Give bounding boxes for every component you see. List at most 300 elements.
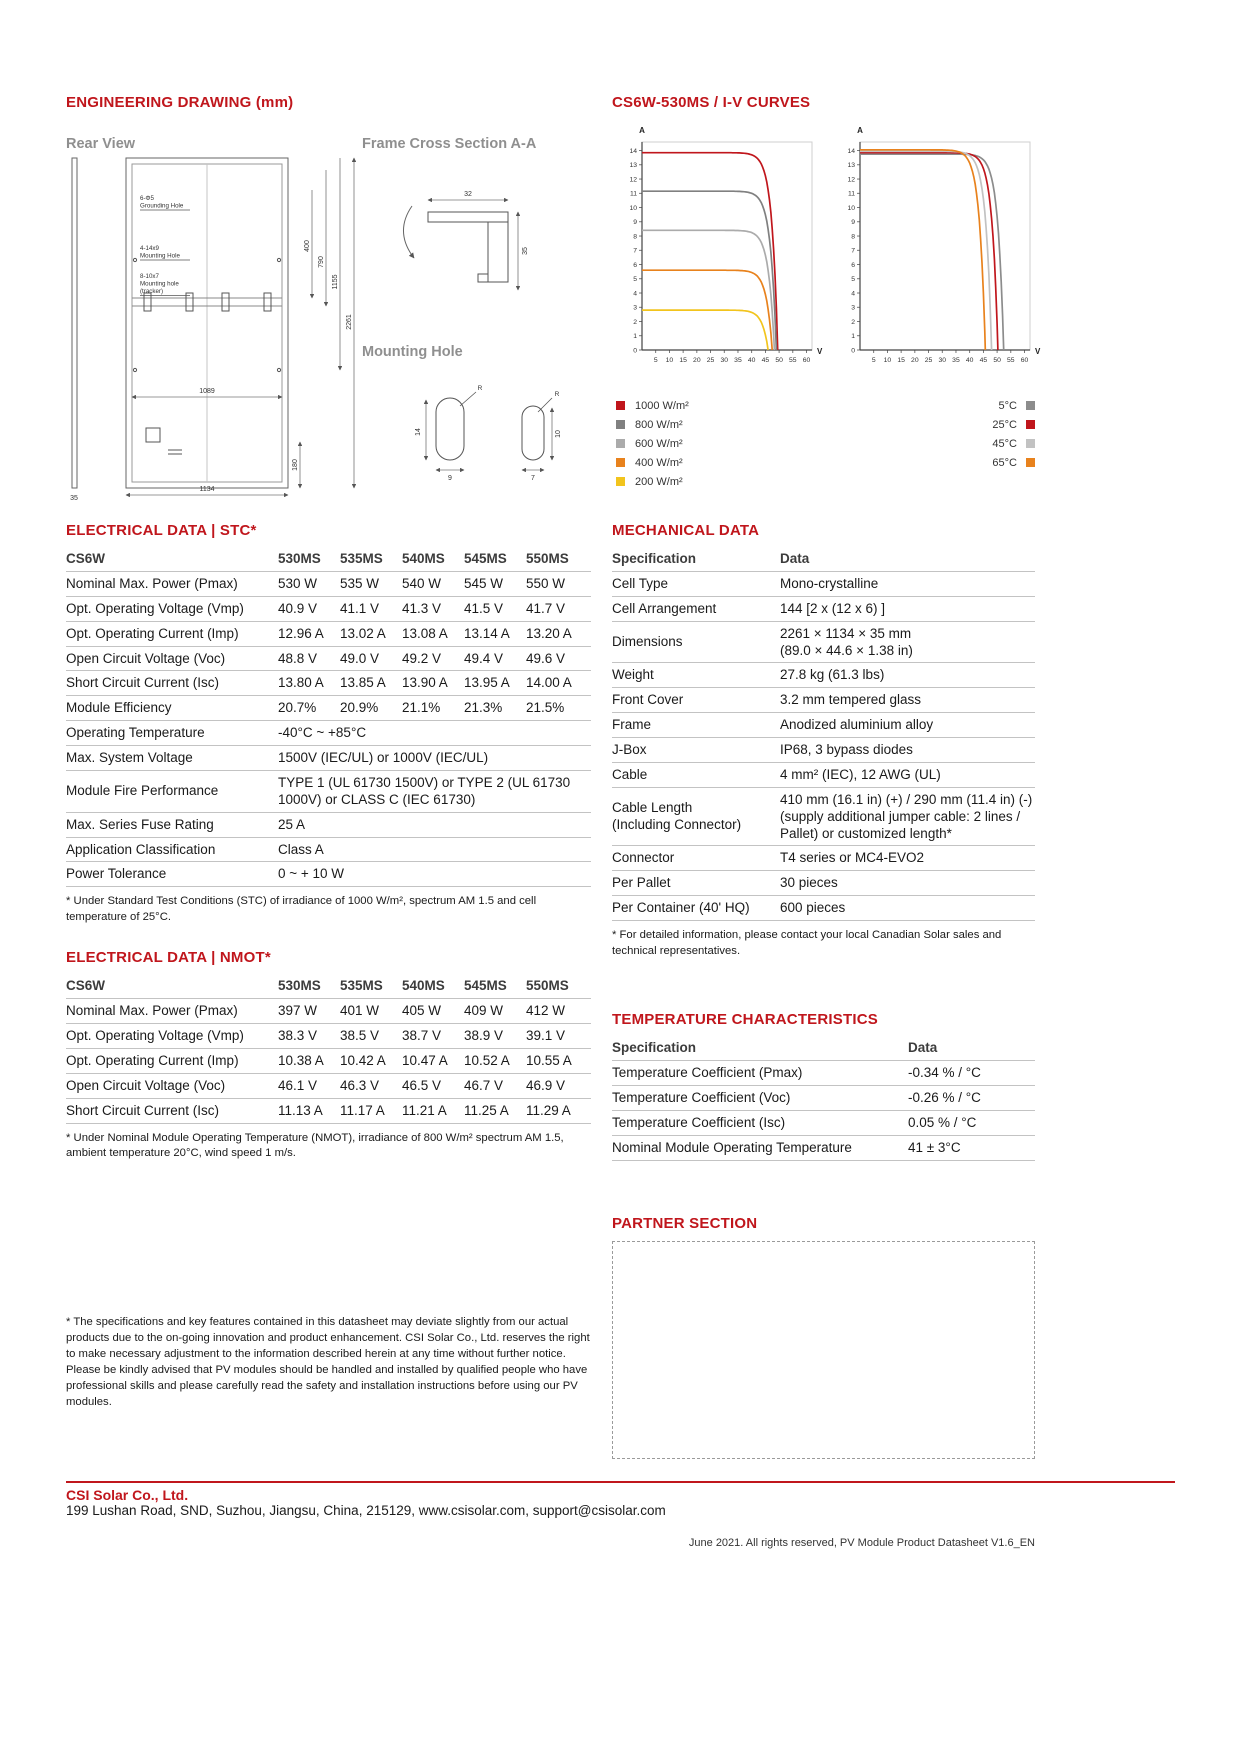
legend-label: 1000 W/m² [635, 399, 689, 412]
row-label [612, 1136, 908, 1160]
cell-value [780, 688, 1035, 712]
row-label: Short Circuit Current (Isc) [66, 675, 220, 691]
cell-value-line: 410 mm (16.1 in) (+) / 290 mm (11.4 in) (-) (supply additional jumper cable: 2 lines / Pallet) or customized length* [780, 791, 1033, 841]
column-header: 545MS [464, 978, 507, 994]
column-header: 535MS [340, 551, 383, 566]
cell-value-line: (89.0 × 44.6 × 1.38 in) [780, 642, 913, 658]
radius-label-1: R [477, 385, 483, 392]
x-tick-label: 45 [761, 357, 770, 364]
stc-table [66, 547, 591, 887]
dim-frame-height: 35 [522, 247, 529, 255]
cell-value: 25 A [278, 816, 306, 832]
cell-value: 46.3 V [340, 1077, 380, 1093]
row-label [612, 663, 780, 687]
row-label-line: Weight [612, 667, 654, 683]
y-tick-label: 9 [851, 219, 855, 227]
dim-hole-span-width: 1089 [199, 388, 215, 395]
legend-item [948, 415, 1035, 434]
table-header-row [612, 547, 1035, 572]
y-tick-label: 4 [633, 290, 637, 298]
dim-790: 790 [318, 256, 325, 268]
legend-swatch [616, 420, 625, 429]
grounding-hole-label2: Grounding Hole [140, 202, 184, 210]
cell-value-line: T4 series or MC4-EVO2 [780, 850, 925, 866]
x-tick-label: 20 [911, 357, 919, 364]
cell-value: 48.8 V [278, 650, 318, 666]
legend-item [948, 434, 1035, 453]
engineering-drawing [60, 150, 605, 505]
legend-item [616, 434, 756, 453]
legend-label: 5°C [998, 399, 1017, 412]
table-row [66, 572, 591, 597]
mechanical-footnote: * For detailed information, please contact your local Canadian Solar sales and technical representatives. [612, 929, 1002, 957]
cell-value: Class A [278, 841, 324, 857]
cell-value: 41.3 V [402, 600, 442, 616]
cell-value: 38.5 V [340, 1028, 380, 1044]
y-tick-label: 1 [851, 333, 855, 341]
x-tick-label: 60 [1020, 357, 1029, 364]
cell-value: 10.52 A [464, 1053, 510, 1069]
row-label [612, 1061, 908, 1085]
y-tick-label: 6 [633, 261, 637, 269]
cell-value: 21.1% [402, 700, 441, 716]
row-label-line: Frame [612, 717, 652, 733]
y-tick-label: 10 [629, 204, 637, 212]
iv-curve-45-c [860, 151, 992, 350]
cell-value: 38.3 V [278, 1028, 318, 1044]
cell-value: 20.7% [278, 700, 317, 716]
column-header: CS6W [66, 551, 106, 566]
table-row [66, 671, 591, 696]
iv-chart-temperature [830, 118, 1042, 370]
mounting-hole-label: Mounting Hole [362, 344, 463, 360]
cell-value: 10.47 A [402, 1053, 448, 1069]
legend-label: 25°C [992, 418, 1017, 431]
cell-value: 21.3% [464, 700, 503, 716]
row-label [612, 896, 780, 920]
cell-value-line: 2261 × 1134 × 35 mm [780, 625, 912, 641]
cell-value-line: -0.34 % / °C [908, 1065, 981, 1081]
legend-swatch [616, 477, 625, 486]
dim-hole-width: 7 [531, 475, 535, 482]
table-row [612, 871, 1035, 896]
nmot-table [66, 974, 591, 1123]
table-row [66, 597, 591, 622]
y-axis-label: A [857, 126, 863, 135]
plot-frame [642, 142, 812, 350]
engineering-drawing-title: ENGINEERING DRAWING (mm) [66, 94, 294, 111]
y-tick-label: 14 [629, 147, 637, 155]
legend-label: 600 W/m² [635, 437, 683, 450]
row-label [612, 846, 780, 870]
row-label-line: Nominal Module Operating Temperature [612, 1139, 852, 1155]
cell-value [780, 572, 1035, 596]
x-tick-label: 50 [775, 357, 783, 364]
disclaimer-paragraph-2: Please be kindly advised that PV modules should be handled and installed by qualified people who have professional skills and please carefully read the safety and installation instructions before using our PV modules. [66, 1363, 588, 1408]
cell-value-line: 4 mm² (IEC), 12 AWG (UL) [780, 766, 941, 782]
x-tick-label: 35 [952, 357, 960, 364]
y-tick-label: 2 [633, 318, 637, 326]
junction-box [146, 428, 160, 442]
nmot-footnote: * Under Nominal Module Operating Temperature (NMOT), irradiance of 800 W/m² spectrum AM 1.5, ambient temperature 20°C, wind speed 1 m/s. [66, 1131, 564, 1160]
temperature-table [612, 1036, 1035, 1160]
legend-swatch [616, 458, 625, 467]
row-label-line: Temperature Coefficient (Isc) [612, 1114, 786, 1130]
table-row [612, 896, 1035, 921]
cell-value: 41.5 V [464, 600, 504, 616]
grounding-hole-label: 6-Φ5 [140, 195, 154, 202]
legend-label: 200 W/m² [635, 475, 683, 488]
cell-value: 11.21 A [402, 1102, 447, 1118]
cell-value-line: 3.2 mm tempered glass [780, 692, 922, 708]
row-label: Max. Series Fuse Rating [66, 816, 214, 832]
cell-value: 11.17 A [340, 1102, 385, 1118]
table-row [612, 1111, 1035, 1136]
row-label [612, 572, 780, 596]
row-label [612, 597, 780, 621]
row-label-line: Per Container (40' HQ) [612, 900, 750, 916]
cell-value: 13.95 A [464, 675, 510, 691]
mounting-hole-detail [436, 398, 544, 460]
row-label [612, 796, 780, 837]
cell-value [780, 896, 1035, 920]
row-label-line: Front Cover [612, 692, 684, 708]
y-tick-label: 2 [851, 318, 855, 326]
cell-value: 13.20 A [526, 625, 572, 641]
dim-module-width: 1134 [199, 486, 215, 493]
cell-value: -40°C ~ +85°C [278, 725, 367, 741]
cell-value: 49.6 V [526, 650, 566, 666]
table-row [66, 746, 591, 771]
row-label: Module Fire Performance [66, 783, 219, 799]
legend-label: 400 W/m² [635, 456, 683, 469]
y-tick-label: 11 [847, 190, 855, 198]
column-header: 535MS [340, 978, 383, 994]
temperature-legend [948, 396, 1035, 472]
legend-label: 65°C [992, 456, 1017, 469]
legend-label: 800 W/m² [635, 418, 683, 431]
cell-value [780, 597, 1035, 621]
dim-module-height: 2261 [346, 314, 353, 330]
row-label [612, 1086, 908, 1110]
y-tick-label: 0 [633, 347, 637, 355]
row-label-line: Cell Type [612, 575, 669, 591]
cell-value-line: 0.05 % / °C [908, 1114, 977, 1130]
cell-value: 405 W [402, 1003, 442, 1019]
mounting-hole-anno2: Mounting Hole [140, 252, 180, 260]
column-header: 530MS [278, 551, 321, 566]
row-label: Open Circuit Voltage (Voc) [66, 650, 226, 666]
row-label: Short Circuit Current (Isc) [66, 1102, 220, 1118]
y-tick-label: 14 [847, 147, 855, 155]
y-tick-label: 0 [851, 347, 855, 355]
table-row [612, 763, 1035, 788]
legend-item [616, 415, 756, 434]
table-row [612, 738, 1035, 763]
y-tick-label: 5 [633, 276, 637, 284]
cell-value: 401 W [340, 1003, 380, 1019]
x-tick-label: 10 [665, 357, 674, 364]
cell-value-line: Anodized aluminium alloy [780, 717, 934, 733]
cell-value: 41.7 V [526, 600, 566, 616]
cell-value [780, 738, 1035, 762]
table-row [612, 788, 1035, 847]
legend-swatch [1026, 401, 1035, 410]
right-column [612, 522, 1035, 1459]
tracker-hole-anno2: Mounting hole [140, 280, 179, 288]
table-row [612, 1136, 1035, 1161]
legend-item [616, 472, 756, 491]
table-row [66, 1074, 591, 1099]
y-tick-label: 8 [633, 233, 637, 241]
cell-value [780, 788, 1035, 846]
y-tick-label: 13 [629, 162, 637, 170]
footer-address: 199 Lushan Road, SND, Suzhou, Jiangsu, China, 215129, www.csisolar.com, support@csisolar.com [66, 1503, 666, 1518]
cell-value [908, 1111, 1035, 1135]
cell-value: 20.9% [340, 700, 379, 716]
x-axis-label: V [1035, 347, 1041, 356]
cell-value-line: 30 pieces [780, 875, 838, 891]
row-label: Operating Temperature [66, 725, 205, 741]
x-tick-label: 60 [802, 357, 811, 364]
table-row [612, 597, 1035, 622]
y-tick-label: 12 [847, 176, 855, 184]
x-tick-label: 5 [653, 357, 658, 364]
row-label: Opt. Operating Current (Imp) [66, 625, 239, 641]
partner-box [612, 1241, 1035, 1459]
row-label-line: Cable Length [612, 800, 693, 816]
row-label: Power Tolerance [66, 866, 167, 882]
legend-item [616, 396, 756, 415]
row-label-line: (Including Connector) [612, 817, 742, 833]
iv-curve-25-c [860, 153, 998, 350]
dim-slot-length: 14 [415, 428, 422, 436]
row-label: Opt. Operating Current (Imp) [66, 1053, 239, 1069]
cell-value [780, 713, 1035, 737]
table-row [612, 846, 1035, 871]
iv-curve-600-w-m- [642, 230, 774, 350]
column-header: Specification [612, 551, 697, 566]
dim-slot-width: 9 [448, 475, 452, 482]
y-tick-label: 3 [633, 304, 637, 312]
x-tick-label: 30 [720, 357, 729, 364]
table-row [612, 1061, 1035, 1086]
cell-value: 49.4 V [464, 650, 504, 666]
table-row [612, 688, 1035, 713]
mechanical-title: MECHANICAL DATA [612, 522, 760, 539]
column-header: Data [780, 551, 810, 566]
cell-value [780, 622, 1035, 663]
table-row [66, 862, 591, 887]
cell-value: 10.42 A [340, 1053, 386, 1069]
cell-value: 11.29 A [526, 1102, 571, 1118]
tracker-hole-anno3: (tracker) [140, 288, 164, 295]
row-label-line: Per Pallet [612, 875, 671, 891]
row-label: Application Classification [66, 841, 216, 857]
column-header: 530MS [278, 978, 321, 994]
cell-value: 13.80 A [278, 675, 324, 691]
cell-value: 409 W [464, 1003, 504, 1019]
x-tick-label: 40 [747, 357, 756, 364]
cell-value: 13.85 A [340, 675, 386, 691]
y-tick-label: 9 [633, 219, 637, 227]
iv-chart-irradiance [612, 118, 824, 370]
frame-cross-section-label: Frame Cross Section A-A [362, 136, 537, 152]
mounting-hole-anno: 4-14x9 [140, 245, 159, 252]
y-tick-label: 6 [851, 261, 855, 269]
legend-swatch [1026, 458, 1035, 467]
cell-value-line: IP68, 3 bypass diodes [780, 742, 913, 757]
table-header-row [612, 1036, 1035, 1061]
column-header: Specification [612, 1040, 697, 1056]
y-tick-label: 4 [851, 290, 855, 298]
cell-value: 540 W [402, 575, 442, 591]
cell-value: 10.55 A [526, 1053, 572, 1069]
cell-value: 13.90 A [402, 675, 448, 691]
table-row [66, 622, 591, 647]
y-tick-label: 7 [633, 247, 637, 255]
frame-cross-section-shape [403, 206, 508, 282]
row-label [612, 713, 780, 737]
cell-value: 412 W [526, 1003, 566, 1019]
cell-value: 46.1 V [278, 1077, 318, 1093]
row-label: Open Circuit Voltage (Voc) [66, 1077, 226, 1093]
plot-frame [860, 142, 1030, 350]
cell-value: 1500V (IEC/UL) or 1000V (IEC/UL) [278, 750, 489, 765]
cell-value: 46.5 V [402, 1077, 442, 1093]
row-label: Max. System Voltage [66, 750, 193, 765]
dim-frame-width: 32 [464, 191, 472, 198]
cell-value [780, 846, 1035, 870]
cell-value [908, 1061, 1035, 1085]
dim-module-thickness: 35 [70, 495, 78, 502]
cell-value: TYPE 1 (UL 61730 1500V) or TYPE 2 (UL 61730 1000V) or CLASS C (IEC 61730) [278, 774, 571, 807]
table-row [612, 572, 1035, 597]
cell-value: 0 ~ + 10 W [278, 866, 345, 882]
radius-label-2: R [554, 391, 560, 398]
cell-value: 39.1 V [526, 1028, 566, 1044]
x-tick-label: 50 [993, 357, 1001, 364]
x-tick-label: 40 [965, 357, 974, 364]
legend-swatch [616, 401, 625, 410]
table-row [66, 1024, 591, 1049]
dim-1155: 1155 [332, 274, 339, 290]
row-label-line: Temperature Coefficient (Pmax) [612, 1065, 803, 1081]
y-tick-label: 1 [633, 333, 637, 341]
table-row [612, 663, 1035, 688]
cell-value: 38.7 V [402, 1028, 442, 1044]
y-tick-label: 5 [851, 276, 855, 284]
table-row [66, 813, 591, 838]
cell-value: 12.96 A [278, 625, 324, 641]
legend-swatch [1026, 420, 1035, 429]
cell-value: 550 W [526, 575, 566, 591]
column-header: 550MS [526, 978, 569, 994]
x-tick-label: 45 [979, 357, 988, 364]
column-header: 545MS [464, 551, 507, 566]
row-label [612, 738, 780, 762]
table-header-row [66, 974, 591, 999]
dim-400: 400 [304, 240, 311, 252]
table-row [612, 713, 1035, 738]
y-tick-label: 12 [629, 176, 637, 184]
module-side-profile [72, 158, 77, 488]
table-header-row [66, 547, 591, 572]
legend-item [616, 453, 756, 472]
cell-value-line: Mono-crystalline [780, 575, 879, 591]
irradiance-legend [616, 396, 756, 491]
rear-view-annotations [140, 195, 190, 296]
cell-value [908, 1086, 1035, 1110]
iv-curves-title: CS6W-530MS / I-V CURVES [612, 94, 811, 111]
cell-value: 545 W [464, 575, 504, 591]
column-header: CS6W [66, 978, 106, 994]
rear-view-label: Rear View [66, 136, 136, 152]
legend-swatch [616, 439, 625, 448]
row-label [612, 871, 780, 895]
x-tick-label: 10 [883, 357, 892, 364]
row-label-line: Cable [612, 766, 648, 782]
row-label: Opt. Operating Voltage (Vmp) [66, 600, 244, 616]
table-row [66, 721, 591, 746]
row-label-line: Temperature Coefficient (Voc) [612, 1089, 791, 1105]
x-tick-label: 55 [789, 357, 797, 364]
y-tick-label: 13 [847, 162, 855, 170]
x-tick-label: 55 [1007, 357, 1015, 364]
row-label [612, 688, 780, 712]
y-tick-label: 11 [629, 190, 637, 198]
partner-section-title: PARTNER SECTION [612, 1214, 758, 1232]
y-tick-label: 8 [851, 233, 855, 241]
cell-value: 13.02 A [340, 625, 386, 641]
row-label [612, 630, 780, 654]
footer-divider [66, 1481, 1175, 1483]
table-row [66, 1049, 591, 1074]
cell-value [908, 1136, 1035, 1160]
cell-value: 46.7 V [464, 1077, 504, 1093]
mechanical-table [612, 547, 1035, 921]
x-axis-label: V [817, 347, 823, 356]
iv-curve-1000-w-m- [642, 153, 778, 350]
row-label-line: J-Box [612, 742, 647, 757]
cell-value: 13.14 A [464, 625, 510, 641]
iv-curve-65-c [860, 150, 985, 350]
dim-jbox-offset: 180 [292, 459, 299, 471]
table-row [66, 1099, 591, 1124]
column-header: Data [908, 1040, 938, 1056]
stc-footnote: * Under Standard Test Conditions (STC) of irradiance of 1000 W/m², spectrum AM 1.5 and cell temperature of 25°C. [66, 895, 537, 923]
x-tick-label: 35 [734, 357, 742, 364]
cell-value: 46.9 V [526, 1077, 566, 1093]
row-label-line: Cell Arrangement [612, 600, 717, 616]
cell-value: 13.08 A [402, 625, 448, 641]
row-label: Nominal Max. Power (Pmax) [66, 1003, 238, 1019]
footer-company: CSI Solar Co., Ltd. [66, 1487, 189, 1503]
cell-value [780, 763, 1035, 787]
cell-value: 40.9 V [278, 600, 318, 616]
row-label [612, 1111, 908, 1135]
legend-item [948, 453, 1035, 472]
y-tick-label: 10 [847, 204, 855, 212]
cell-value: 49.2 V [402, 650, 442, 666]
cell-value: 14.00 A [526, 675, 572, 691]
cell-value: 397 W [278, 1003, 318, 1019]
cell-value: 11.25 A [464, 1102, 509, 1118]
disclaimer [66, 1314, 598, 1410]
left-column [66, 522, 591, 1410]
cell-value: 530 W [278, 575, 318, 591]
y-tick-label: 7 [851, 247, 855, 255]
